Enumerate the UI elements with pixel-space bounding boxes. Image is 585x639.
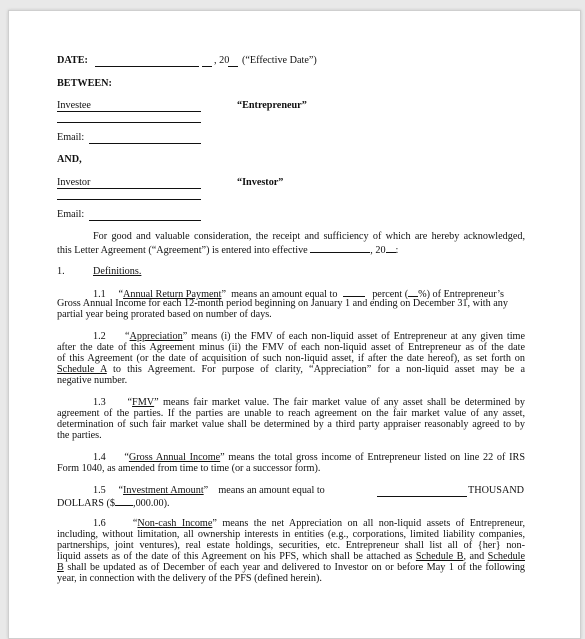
email-label-2: Email:	[57, 209, 85, 220]
s16-line-1: 1.6 “Non-cash Income” means the net Appreciation on all non-liquid assets of Entrepreneur,	[93, 518, 526, 529]
date-label: DATE:	[57, 55, 88, 66]
s11-line-1: 1.1 “Annual Return Payment” means an amount equal to percent ( %) of Entrepreneur’s	[93, 289, 504, 300]
intro-date-blank	[310, 243, 370, 253]
s11-pct-blank	[408, 287, 418, 297]
schedule-b-link-2: Schedule	[487, 551, 526, 562]
investor-line-2	[57, 199, 201, 200]
email-label-1: Email:	[57, 132, 85, 143]
and-label: AND,	[57, 154, 82, 165]
effective-date-label: (“Effective Date”)	[242, 55, 317, 66]
intro-line-2	[57, 243, 398, 257]
document-page	[8, 10, 581, 639]
s15-line-2: DOLLARS ($ ,000.00).	[57, 498, 170, 509]
intro-colon: :	[395, 245, 399, 256]
intro-year-blank	[386, 243, 396, 253]
s16-number: 1.6	[93, 518, 106, 529]
intro-line-1: For good and valuable consideration, the receipt and sufficiency of which are hereby acknowledged,	[93, 231, 525, 242]
investee-line-1	[57, 111, 201, 112]
s15-number: 1.5	[93, 485, 106, 496]
schedule-a-link: Schedule A	[57, 364, 107, 375]
s16-line-4: liquid assets as of the date of this Agreement on his PFS, which shall be attached as Schedule B, and Schedule	[57, 551, 526, 562]
s13-line-2: agreement of the parties. If the parties are unable to reach agreement on the fair market value of any asset,	[57, 408, 525, 419]
s15-line-1: 1.5 “Investment Amount” means an amount equal to	[93, 485, 325, 496]
s16-line-2: including, without limitation, all ownership interests in entities (e.g., corporations, limited liability companies,	[57, 529, 525, 540]
s16-line-6: year, in connection with the delivery of the PFS (defined herein).	[57, 573, 322, 584]
intro-year: , 20	[370, 245, 386, 256]
s16-line-3: partnerships, joint ventures), real estate holdings, securities, etc. Entrepreneur shall list all of {her} non-	[57, 540, 525, 551]
s13-number: 1.3	[93, 397, 106, 408]
s14-term: Gross Annual Income	[128, 452, 221, 463]
s13-line-3: determination of such fair market value shall be determined by a third party appraiser reasonably agreed to by	[57, 419, 525, 430]
s12-term: Appreciation	[129, 331, 183, 342]
section-1-number: 1.	[57, 266, 65, 277]
s14-line-1: 1.4 “Gross Annual Income” means the total gross income of Entrepreneur listed on line 22 of IRS	[93, 452, 525, 463]
s13-line-1: 1.3 “FMV” means fair market value. The fair market value of any asset shall be determined by	[93, 397, 525, 408]
s14-line-2: Form 1040, as amended from time to time (or a successor form).	[57, 463, 321, 474]
s11-line-3: partial year being prorated based on number of days.	[57, 309, 272, 320]
s15-dollar-blank	[115, 496, 133, 506]
s12-line-2: after the date of this Agreement minus (ii) the FMV of each non-liquid asset of Entrepreneur as of the date	[57, 342, 525, 353]
between-label: BETWEEN:	[57, 78, 112, 89]
s11-percent-blank	[343, 287, 365, 297]
section-1-title: Definitions.	[93, 266, 142, 277]
date-year: , 20	[214, 55, 230, 66]
date-blank	[95, 66, 199, 67]
investor-role: “Investor”	[237, 177, 284, 188]
date-day-blank	[202, 66, 212, 67]
s12-line-5: negative number.	[57, 375, 128, 386]
investee-label: Investee	[57, 100, 91, 111]
s15-thousand: THOUSAND	[468, 485, 525, 496]
investee-line-2	[57, 122, 201, 123]
s16-line-5: B shall be updated as of December of each year and delivered to Investor on or before May 1 of the following	[57, 562, 526, 573]
s11-number: 1.1	[93, 289, 106, 300]
s13-term: FMV	[132, 397, 155, 408]
s12-line-1: 1.2 “Appreciation” means (i) the FMV of each non-liquid asset of Entrepreneur at any given time	[93, 331, 525, 342]
investor-line-1	[57, 188, 201, 189]
email-line-1	[89, 143, 201, 144]
investor-label: Investor	[57, 177, 91, 188]
intro-text: this Letter Agreement (“Agreement”) is entered into effective	[57, 245, 308, 256]
s11-term: Annual Return Payment	[123, 289, 222, 300]
s11-line-2: Gross Annual Income for each 12-month period beginning on January 1 and ending on December 31, with any	[57, 298, 508, 309]
s12-number: 1.2	[93, 331, 106, 342]
s16-term: Non-cash Income	[137, 518, 213, 529]
s14-number: 1.4	[93, 452, 106, 463]
s12-line-4: Schedule A to this Agreement. For purpose of clarity, “Appreciation” for a non-liquid asset may be a	[57, 364, 526, 375]
s12-line-3: of this Agreement (or the date of acquisition of such non-liquid asset, if after the date hereof), as set forth on	[57, 353, 525, 364]
s13-line-4: the parties.	[57, 430, 102, 441]
entrepreneur-role: “Entrepreneur”	[237, 100, 307, 111]
s15-term: Investment Amount	[123, 485, 204, 496]
schedule-b-link: Schedule B	[415, 551, 464, 562]
email-line-2	[89, 220, 201, 221]
date-year-blank	[228, 66, 238, 67]
s15-amount-blank	[377, 496, 467, 497]
